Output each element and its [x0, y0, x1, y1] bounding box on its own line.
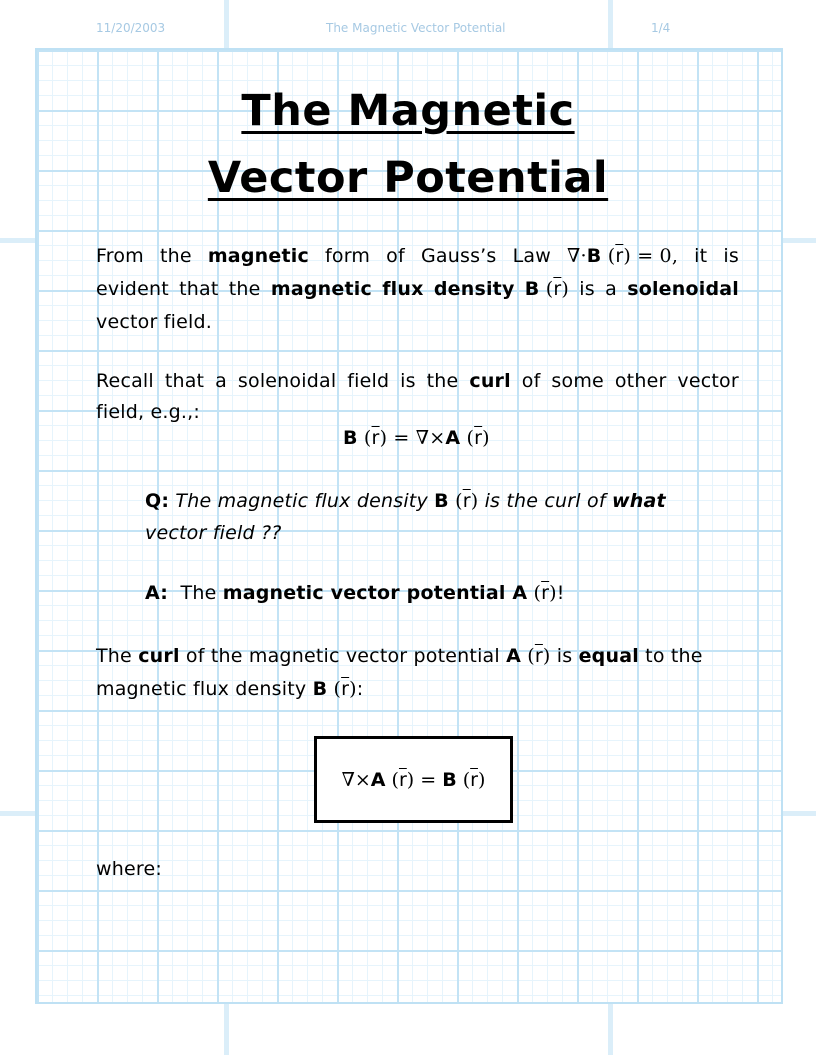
curl-definition-equation: [343, 422, 490, 455]
word: flux: [382, 278, 424, 300]
paren: ): [561, 278, 569, 300]
dot-operator: ·: [580, 245, 587, 267]
question-line-1: [145, 485, 666, 518]
text: to the: [638, 645, 703, 667]
word: that: [179, 278, 219, 300]
equals: =: [414, 768, 443, 791]
comma: ,: [671, 245, 679, 267]
answer-emphasis: magnetic vector potential: [222, 582, 513, 604]
intro-line-1: [96, 240, 739, 273]
intro-line-3: vector field.: [96, 311, 212, 333]
word: solenoidal: [627, 278, 739, 300]
b-field-symbol: B: [343, 427, 358, 449]
text-bold: equal: [578, 645, 639, 667]
exclamation: !: [556, 582, 565, 604]
position-vector: $\overline{r}$: [474, 427, 483, 449]
curl-line-2: [96, 673, 363, 706]
paren: (: [521, 645, 535, 667]
paren: (: [460, 427, 475, 449]
paren: ): [406, 768, 415, 791]
boxed-equation: [314, 736, 513, 823]
paren: ): [470, 490, 479, 512]
word: a: [605, 278, 617, 300]
paren: (: [539, 278, 554, 300]
question-line-2: vector field ??: [145, 522, 282, 544]
flux-density-symbol: [313, 678, 357, 700]
flux-density-symbol: [434, 490, 478, 512]
page-title-line1: The Magnetic: [241, 86, 575, 136]
paren: (: [601, 245, 616, 267]
position-vector: $\overline{r}$: [371, 427, 380, 449]
word: is: [723, 245, 739, 267]
b-field-symbol: B: [312, 678, 328, 700]
paren: ): [542, 645, 551, 667]
word: vector: [677, 370, 739, 392]
word: it: [694, 245, 708, 267]
a-field-symbol: A: [445, 427, 461, 449]
text: is: [550, 645, 579, 667]
word: density: [433, 278, 515, 300]
where-label: where:: [96, 858, 162, 880]
vector-potential-symbol: [506, 645, 550, 667]
position-vector: $\overline{r}$: [534, 645, 543, 667]
paren: (: [357, 427, 372, 449]
colon: :: [356, 678, 364, 700]
b-field-symbol: B: [524, 278, 540, 300]
text-bold: curl: [138, 645, 180, 667]
curl-operator: ∇×: [341, 768, 371, 791]
answer-label: A:: [145, 582, 169, 604]
word: From: [96, 245, 144, 267]
paren: (: [527, 582, 542, 604]
question-emphasis: what: [611, 490, 666, 512]
header-page: 1/4: [651, 21, 671, 35]
word: that: [164, 370, 205, 392]
header-date: 11/20/2003: [96, 21, 166, 35]
intro-line-2: [96, 273, 739, 306]
word: field: [347, 370, 390, 392]
a-field-symbol: A: [506, 645, 522, 667]
text: magnetic flux density: [96, 678, 313, 700]
word: some: [551, 370, 604, 392]
vector-potential-symbol: [512, 582, 556, 604]
recall-line-2: field, e.g.,:: [96, 401, 200, 423]
word: the: [159, 245, 192, 267]
word: is: [400, 370, 416, 392]
word: Recall: [96, 370, 154, 392]
word: magnetic: [207, 245, 309, 267]
position-vector: $\overline{r}$: [553, 278, 562, 300]
paren: ): [482, 427, 490, 449]
recall-line-1: [96, 365, 739, 398]
a-field-symbol: A: [512, 582, 528, 604]
word: form: [324, 245, 371, 267]
word: curl: [469, 370, 511, 392]
gauss-law-equation: [567, 240, 678, 273]
equals-curl: = ∇×: [387, 427, 446, 449]
word: evident: [96, 278, 169, 300]
position-vector: $\overline{r}$: [462, 490, 471, 512]
paren: ): [623, 245, 631, 267]
position-vector: $\overline{r}$: [541, 582, 550, 604]
nabla-symbol: ∇: [567, 245, 581, 267]
text: of the magnetic vector potential: [179, 645, 507, 667]
paren: ): [477, 768, 486, 791]
equals-zero: = 0: [630, 245, 672, 267]
paren: (: [327, 678, 342, 700]
word: a: [215, 370, 227, 392]
question-text: The magnetic flux density: [169, 490, 435, 512]
question-text: is the curl of: [478, 490, 612, 512]
b-field-symbol: B: [586, 245, 602, 267]
paren: (: [448, 490, 463, 512]
header-title: The Magnetic Vector Potential: [326, 21, 506, 35]
word: solenoidal: [237, 370, 337, 392]
word: Law: [512, 245, 551, 267]
word: Gauss’s: [420, 245, 497, 267]
word: of: [386, 245, 405, 267]
paren: (: [385, 768, 399, 791]
word: of: [521, 370, 541, 392]
question-label: Q:: [145, 490, 170, 512]
word: the: [426, 370, 459, 392]
flux-density-symbol: [525, 273, 569, 306]
position-vector: $\overline{r}$: [615, 245, 624, 267]
b-field-symbol: B: [442, 768, 457, 791]
word: other: [614, 370, 667, 392]
answer-text: The: [168, 582, 223, 604]
b-field-symbol: B: [434, 490, 449, 512]
paren: ): [549, 582, 557, 604]
a-field-symbol: A: [370, 768, 386, 791]
position-vector: $\overline{r}$: [470, 768, 478, 791]
text: The: [96, 645, 139, 667]
answer-line: [145, 577, 565, 610]
paren: (: [456, 768, 471, 791]
position-vector: $\overline{r}$: [341, 678, 350, 700]
curl-line-1: [96, 640, 703, 673]
paren: ): [349, 678, 357, 700]
word: the: [228, 278, 261, 300]
word: is: [579, 278, 595, 300]
word: magnetic: [270, 278, 372, 300]
page-title-line2: Vector Potential: [207, 153, 609, 203]
paren: ): [379, 427, 388, 449]
position-vector: $\overline{r}$: [398, 768, 407, 791]
